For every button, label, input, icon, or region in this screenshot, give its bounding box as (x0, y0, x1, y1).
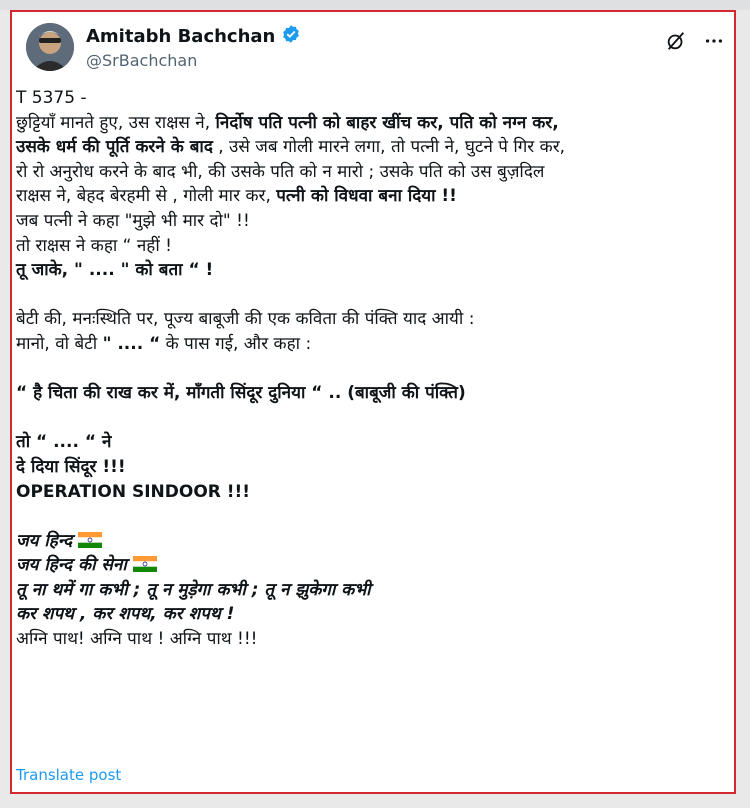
verified-badge-icon (281, 24, 301, 48)
post-text-line (16, 86, 716, 111)
avatar-image (26, 23, 74, 71)
author-handle[interactable]: @SrBachchan (86, 51, 198, 70)
post-text-segment: जय हिन्द (16, 530, 73, 551)
post-text-segment: बेटी की, मनःस्थिति पर, पूज्य बाबूजी की एक कविता की पंक्ति याद आयी : (16, 309, 475, 330)
post-text-segment: छुट्टियाँ मानते हुए, उस राक्षस ने, (16, 112, 216, 133)
post-text-segment: जब पत्नी ने कहा "मुझे भी मार दो" !! (16, 210, 250, 231)
post-text-line (16, 184, 716, 209)
post-text-line (16, 234, 716, 259)
post-text-line (16, 504, 716, 529)
avatar[interactable] (26, 23, 74, 71)
post-text-segment: कर शपथ , कर शपथ, कर शपथ ! (16, 604, 235, 625)
post-text-segment: तू जाके, " .... " को बता “ ! (16, 260, 214, 281)
post-text-segment: OPERATION SINDOOR !!! (16, 481, 251, 502)
post-text-line (16, 602, 716, 627)
post-header (26, 23, 726, 79)
translate-post-link[interactable]: Translate post (16, 766, 122, 784)
post-text-segment: पत्नी को विधवा बना दिया !! (276, 186, 457, 207)
author-name[interactable]: Amitabh Bachchan (86, 25, 276, 47)
top-strip (0, 0, 750, 10)
post-text-segment: उसके धर्म की पूर्ति करने के बाद (16, 137, 213, 158)
post-text-segment: " .... “ (102, 333, 161, 354)
post-text-line (16, 307, 716, 332)
post-text (16, 86, 716, 652)
post-text-segment: जय हिन्द की सेना (16, 555, 127, 576)
post-text-line (16, 578, 716, 603)
post-text-line (16, 480, 716, 505)
post-text-segment: तो राक्षस ने कहा “ नहीं ! (16, 235, 172, 256)
post-text-line (16, 381, 716, 406)
post-text-segment: , उसे जब गोली मारने लगा, तो पत्नी ने, घुटने पे गिर कर, (212, 137, 566, 158)
india-flag-icon (133, 555, 157, 571)
post-text-segment: “ है चिता की राख कर में, माँगती सिंदूर दुनिया “ .. (बाबूजी की पंक्ति) (16, 383, 466, 404)
post-text-segment: रो रो अनुरोध करने के बाद भी, की उसके पति को न मारो ; उसके पति को उस बुज़दिल (16, 161, 545, 182)
post-text-segment: अग्नि पाथ! अग्नि पाथ ! अग्नि पाथ !!! (16, 629, 258, 650)
post-text-line (16, 430, 716, 455)
post-text-segment: के पास गई, और कहा : (160, 333, 312, 354)
india-flag-icon (78, 531, 102, 547)
post-text-segment: मानो, वो बेटी (16, 333, 103, 354)
post-text-line (16, 258, 716, 283)
post-text-line (16, 160, 716, 185)
post-text-line (16, 529, 716, 554)
post-text-line (16, 209, 716, 234)
post-text-line (16, 332, 716, 357)
post-text-segment: तू ना थमें गा कभी ; तू न मुड़ेगा कभी ; तू न झुकेगा कभी (16, 579, 371, 600)
post-text-segment: T 5375 - (16, 88, 87, 108)
post-text-line (16, 111, 716, 136)
more-options-icon[interactable] (702, 29, 726, 53)
post-text-line (16, 406, 716, 431)
post-text-segment: निर्दोष पति पत्नी को बाहर खींच कर, पति को नग्न कर, (215, 112, 559, 133)
grok-icon[interactable] (664, 29, 688, 53)
post-text-line (16, 627, 716, 652)
post-text-segment: दे दिया सिंदूर !!! (16, 456, 126, 477)
post-text-segment: राक्षस ने, बेहद बेरहमी से , गोली मार कर, (16, 186, 277, 207)
post-text-line (16, 455, 716, 480)
post-text-line (16, 553, 716, 578)
post-text-line (16, 135, 716, 160)
post-text-line (16, 357, 716, 382)
post-text-line (16, 283, 716, 308)
post-text-segment: तो “ .... “ ने (16, 432, 112, 453)
